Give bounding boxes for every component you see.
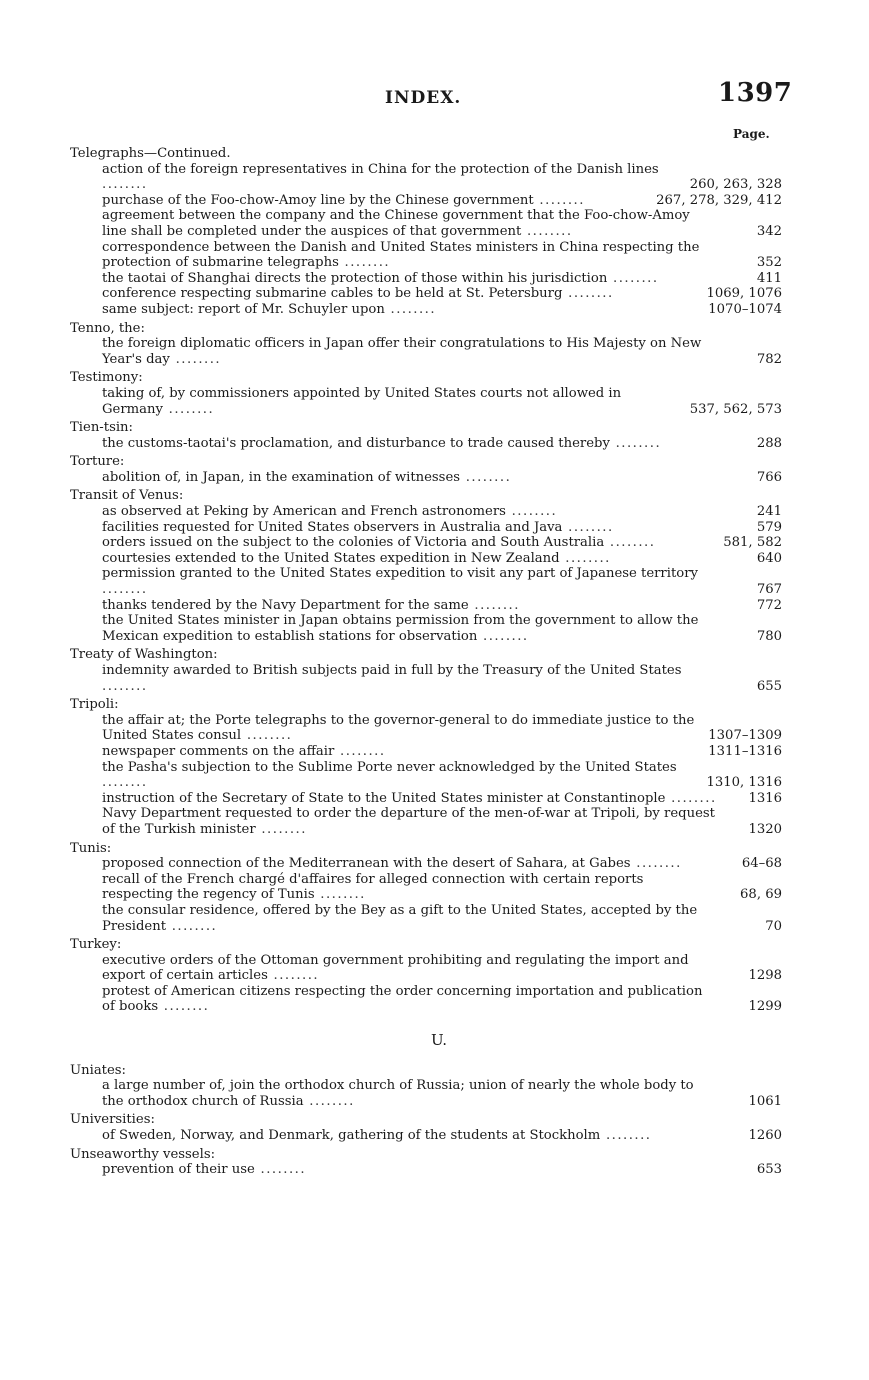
index-entry-pages: 1299	[748, 999, 782, 1015]
index-entry	[66, 1162, 782, 1178]
index-entry-pages: 780	[756, 628, 782, 644]
index-entry-text: indemnity awarded to British subjects paid in full by the Treasury of the United States	[102, 663, 682, 678]
index-entry	[66, 791, 782, 807]
index-entry-pages: 342	[756, 223, 782, 239]
index-entry	[66, 598, 782, 614]
index-entry-pages: 1061	[748, 1093, 782, 1109]
index-entry-pages: 1069, 1076	[706, 286, 782, 302]
index-heading: Tripoli:	[70, 697, 119, 713]
dot-leader: ........	[559, 550, 611, 566]
index-entry-pages: 1310, 1316	[706, 775, 782, 791]
index-entry-pages: 1298	[748, 968, 782, 984]
dot-leader: ........	[338, 255, 391, 271]
index-entry-pages: 1260	[748, 1128, 782, 1144]
index-entry	[66, 872, 782, 903]
index-entry-text: the customs-taotai's proclamation, and disturbance to trade caused thereby	[102, 435, 610, 451]
index-entry	[66, 806, 782, 837]
index-entry-text: the Pasha's subjection to the Sublime Porte never acknowledged by the United States	[102, 759, 677, 775]
index-entry-pages: 70	[765, 918, 782, 934]
dot-leader: ........	[521, 223, 573, 239]
index-entry	[66, 760, 782, 791]
index-entry	[66, 470, 782, 486]
index-entry-text: action of the foreign representatives in China for the protection of the Danish lines	[102, 161, 659, 177]
dot-leader: ........	[533, 192, 585, 208]
index-entry-text: courtesies extended to the United States expedition in New Zealand	[102, 550, 560, 566]
index-entry	[66, 336, 782, 367]
page-number: 1397	[718, 78, 793, 108]
index-entry-text: taking of, by commissioners appointed by United States courts not allowed in Germany	[102, 385, 622, 417]
index-entry-pages: 640	[756, 550, 782, 566]
index-entry-text: instruction of the Secretary of State to the United States minister at Constantinople	[102, 790, 666, 806]
dot-leader: ........	[562, 519, 614, 535]
index-entry-text: facilities requested for United States observers in Australia and Java	[102, 519, 563, 535]
index-entry	[66, 713, 782, 744]
index-heading: Transit of Venus:	[70, 488, 184, 504]
index-entry	[66, 271, 782, 287]
index-entry-text: correspondence between the Danish and United States ministers in China respecting the protection of submarine telegraphs	[102, 239, 700, 271]
index-entry	[66, 984, 782, 1015]
index-entry-pages: 1311–1316	[708, 743, 782, 759]
index-entry	[66, 1128, 782, 1144]
index-entry-pages: 653	[756, 1162, 782, 1178]
dot-leader: ........	[384, 301, 437, 317]
index-heading: Turkey:	[70, 937, 122, 953]
index-entry	[66, 551, 782, 567]
index-entry-text: prevention of their use	[102, 1162, 255, 1178]
index-heading: Uniates:	[70, 1062, 127, 1078]
index-entry	[66, 903, 782, 934]
section-letter: U.	[430, 1031, 448, 1050]
index-entry-pages: 767	[756, 582, 782, 598]
index-entry	[66, 663, 782, 694]
dot-leader: ........	[303, 1093, 355, 1109]
index-entry-pages: 1307–1309	[708, 728, 782, 744]
index-entry-text: of Sweden, Norway, and Denmark, gathering of the students at Stockholm	[102, 1128, 601, 1144]
index-entry	[66, 504, 782, 520]
index-entry-text: the affair at; the Porte telegraphs to the governor-general to do immediate justice to the United States consul	[102, 712, 695, 744]
index-entry-pages: 241	[756, 504, 782, 520]
index-heading: Torture:	[70, 454, 125, 470]
dot-leader: ........	[162, 401, 215, 417]
index-entry-pages: 1316	[748, 790, 782, 806]
index-entry	[66, 240, 782, 271]
index-entry-pages: 64–68	[741, 856, 782, 872]
index-entry-pages: 288	[756, 435, 782, 451]
dot-leader: ........	[604, 535, 656, 551]
dot-leader: ........	[468, 597, 520, 613]
index-entry-pages: 1070–1074	[708, 301, 782, 317]
index-entry-pages: 581, 582	[723, 535, 782, 551]
running-head: INDEX.	[385, 88, 462, 108]
index-heading: Telegraphs—Continued.	[70, 146, 231, 161]
index-entry	[66, 208, 782, 239]
index-entry	[66, 535, 782, 551]
index-entry-pages: 267, 278, 329, 412	[656, 192, 782, 208]
index-entry-text: executive orders of the Ottoman government prohibiting and regulating the import and export of certain articles	[102, 952, 689, 984]
dot-leader: ........	[665, 790, 717, 806]
index-entry-text: conference respecting submarine cables to be held at St. Petersburg	[102, 286, 563, 302]
index-entry-pages: 537, 562, 573	[689, 401, 782, 417]
index-entry	[66, 566, 782, 597]
dot-leader: ........	[102, 678, 148, 694]
dot-leader: ........	[241, 728, 293, 744]
index-entry-pages: 352	[756, 255, 782, 271]
index-entry-text: the taotai of Shanghai directs the protection of those within his jurisdiction	[102, 270, 608, 286]
dot-leader: ........	[562, 286, 614, 302]
index-entry-text: the foreign diplomatic officers in Japan offer their congratulations to His Majesty on New Year's day	[102, 336, 702, 367]
index-body	[66, 146, 782, 1178]
dot-leader: ........	[600, 1128, 652, 1144]
index-entry-text: recall of the French chargé d'affaires for alleged connection with certain reports respecting the regency of Tunis	[102, 871, 644, 903]
index-entry	[66, 744, 782, 760]
dot-leader: ........	[334, 743, 386, 759]
index-entry-text: abolition of, in Japan, in the examination of witnesses	[102, 469, 461, 485]
index-heading: Treaty of Washington:	[70, 647, 218, 663]
dot-leader: ........	[505, 504, 558, 520]
index-entry-pages: 766	[756, 469, 782, 485]
index-entry	[66, 856, 782, 872]
index-entry-pages: 260, 263, 328	[689, 177, 782, 193]
dot-leader: ........	[102, 775, 148, 791]
index-heading: Unseaworthy vessels:	[70, 1146, 216, 1162]
index-entry-text: the United States minister in Japan obtains permission from the government to allow the Mexican expedition to establish stations for observation	[102, 613, 699, 644]
index-entry-text: same subject: report of Mr. Schuyler upon	[102, 301, 385, 317]
index-entry-text: the consular residence, offered by the Bey as a gift to the United States, accepted by the President	[102, 902, 698, 934]
dot-leader: ........	[630, 856, 682, 872]
dot-leader: ........	[460, 469, 512, 485]
index-heading: Tenno, the:	[70, 320, 145, 336]
index-heading: Tunis:	[70, 840, 112, 856]
dot-leader: ........	[254, 1162, 307, 1178]
index-entry	[66, 436, 782, 452]
index-entry-pages: 579	[756, 519, 782, 535]
index-entry-text: agreement between the company and the Chinese government that the Foo-chow-Amoy line shall be completed under the auspices of that government	[102, 208, 690, 239]
index-entry-text: proposed connection of the Mediterranean with the desert of Sahara, at Gabes	[102, 856, 631, 872]
index-entry-pages: 1320	[748, 821, 782, 837]
index-entry	[66, 162, 782, 193]
index-entry	[66, 520, 782, 536]
dot-leader: ........	[314, 887, 366, 903]
index-entry-text: protest of American citizens respecting the order concerning importation and publication of books	[102, 983, 703, 1015]
dot-leader: ........	[102, 177, 148, 193]
page-column-label: Page.	[733, 127, 770, 141]
index-entry-text: permission granted to the United States expedition to visit any part of Japanese territory	[102, 566, 698, 582]
index-entry-text: as observed at Peking by American and French astronomers	[102, 504, 506, 520]
index-entry-text: Navy Department requested to order the departure of the men-of-war at Tripoli, by request of the Turkish minister	[102, 806, 715, 837]
dot-leader: ........	[102, 582, 148, 598]
index-entry	[66, 286, 782, 302]
index-entry	[66, 302, 782, 318]
dot-leader: ........	[255, 821, 307, 837]
dot-leader: ........	[158, 999, 210, 1015]
index-entry	[66, 613, 782, 644]
index-entry-pages: 411	[756, 270, 782, 286]
dot-leader: ........	[607, 270, 659, 286]
index-heading: Universities:	[70, 1112, 155, 1128]
index-heading: Tien-tsin:	[70, 420, 133, 436]
index-entry	[66, 1078, 782, 1109]
index-entry-pages: 655	[756, 678, 782, 694]
index-entry-pages: 772	[756, 597, 782, 613]
index-entry	[66, 386, 782, 417]
index-entry	[66, 193, 782, 209]
index-entry-text: purchase of the Foo-chow-Amoy line by the Chinese government	[102, 192, 534, 208]
index-entry	[66, 953, 782, 984]
index-entry-text: a large number of, join the orthodox church of Russia; union of nearly the whole body to the orthodox church of Russia	[102, 1078, 694, 1109]
dot-leader: ........	[166, 918, 218, 934]
index-entry-text: newspaper comments on the affair	[102, 743, 335, 759]
index-entry-pages: 782	[756, 351, 782, 367]
dot-leader: ........	[477, 628, 529, 644]
dot-leader: ........	[609, 435, 662, 451]
index-entry-text: thanks tendered by the Navy Department for the same	[102, 597, 469, 613]
index-entry-pages: 68, 69	[740, 887, 782, 903]
dot-leader: ........	[169, 351, 222, 367]
index-entry-text: orders issued on the subject to the colonies of Victoria and South Australia	[102, 535, 605, 551]
dot-leader: ........	[267, 968, 320, 984]
index-heading: Testimony:	[70, 370, 143, 386]
